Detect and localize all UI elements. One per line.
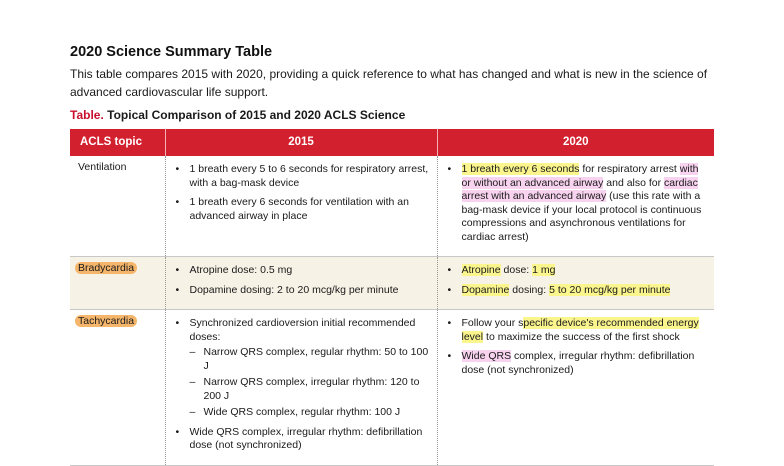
highlight-yellow: 5 to 20 mcg/kg per minute [549,283,671,296]
list-item: • Wide QRS complex, irregular rhythm: defibrillation dose (not synchronized) [172,426,431,453]
list-item: • 1 breath every 5 to 6 seconds for respiratory arrest, with a bag-mask device [172,163,431,190]
highlight-yellow: 1 mg [532,264,556,276]
cell-2015-tachycardia [165,310,437,466]
page-title: 2020 Science Summary Table [70,44,273,60]
cell-2015-bradycardia [165,257,437,310]
list-item: • Dopamine dosing: 2 to 20 mcg/kg per minute [172,284,431,298]
topic-cell [70,310,165,466]
highlight-pink: with or without an advanced airway [461,163,699,189]
caption-text: Topical Comparison of 2015 and 2020 ACLS Science [107,108,406,122]
header-2020: 2020 [437,129,714,156]
text-span: and also for [603,176,665,189]
text-span: (use this rate with a bag-mask device if your local protocol is continuous compressions and asynchronous ventilations for cardiac arrest) [461,190,702,243]
list-item [444,264,709,278]
topic-ventilation: Ventilation [78,161,127,173]
cell-2015-ventilation [165,156,437,257]
list-item: • 1 breath every 6 seconds for ventilation with an advanced airway in place [172,196,431,223]
intro-paragraph: This table compares 2015 with 2020, providing a quick reference to what has changed and what is new in the science of advanced cardiovascular life support. [70,67,708,99]
sub-list-item: – Narrow QRS complex, regular rhythm: 50 to 100 J [190,346,431,373]
table-row-bradycardia [70,257,714,310]
table-row-ventilation [70,156,714,257]
highlight-yellow: 1 breath every 6 seconds [461,163,580,175]
highlight-yellow: Atropine [461,264,501,276]
header-acls-topic: ACLS topic [70,129,165,156]
list-item [444,317,709,344]
text-span: for respiratory arrest [579,163,677,175]
table-row-tachycardia [70,310,714,466]
text-span: Synchronized cardioversion initial recommended doses: [189,317,416,343]
sub-list-item: – Wide QRS complex, regular rhythm: 100 J [190,406,431,420]
highlight-pink: Wide QRS [461,350,512,362]
text-span: dose: [500,264,533,276]
highlight-yellow: Dopamine [461,283,510,296]
topic-cell [70,257,165,310]
text-span: Follow your s [461,317,524,329]
text-span: complex, irregular rhythm: defibrillation dose (not synchronized) [461,350,695,376]
text-span: to maximize the success of the first shock [483,330,680,343]
caption-label: Table. [70,108,104,122]
sub-list-item: – Narrow QRS complex, irregular rhythm: 120 to 200 J [190,376,431,403]
cell-2020-bradycardia [437,257,714,310]
list-item [444,284,709,298]
acls-comparison-table [70,129,714,466]
table-header-row [70,129,714,156]
highlight-pink: cardiac arrest with an advanced airway [461,176,698,202]
list-item [444,350,709,377]
list-item [444,163,709,244]
header-2015: 2015 [165,129,437,156]
cell-2020-tachycardia [437,310,714,466]
list-item: • Atropine dose: 0.5 mg [172,264,431,278]
cell-2020-ventilation [437,156,714,257]
text-span: dosing: [509,283,550,296]
topic-tachycardia: Tachycardia [75,315,137,327]
highlight-yellow: pecific device's recommended energy level [461,317,699,343]
topic-bradycardia: Bradycardia [75,262,137,274]
topic-cell [70,156,165,257]
list-item [172,317,431,420]
table-caption [70,108,405,122]
